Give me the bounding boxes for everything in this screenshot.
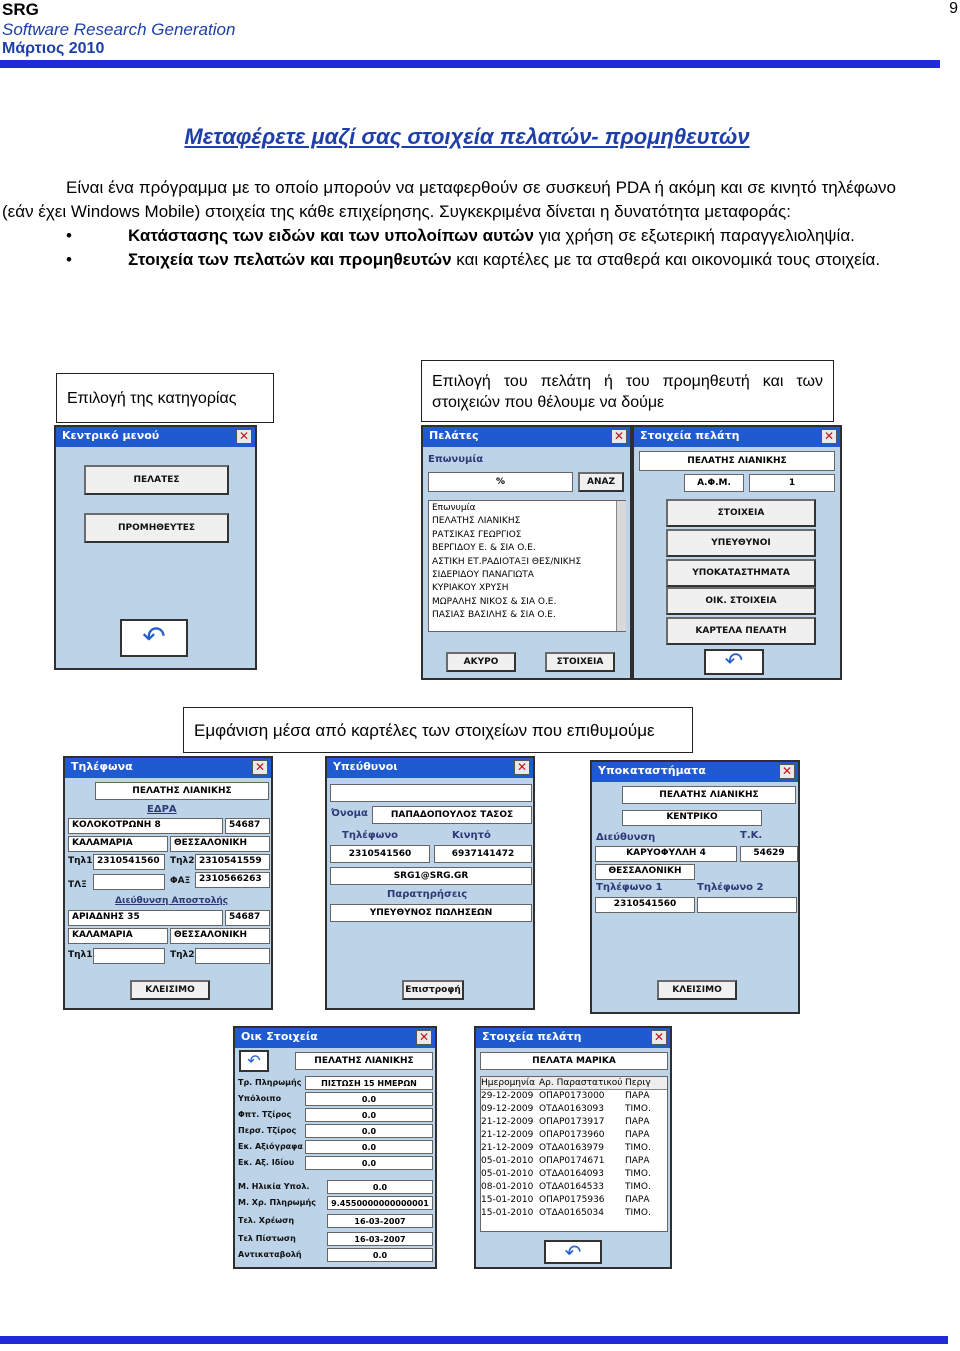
callout-cards: Εμφάνιση μέσα από καρτέλες των στοιχείων που επιθυμούμε: [183, 707, 693, 753]
intro-paragraph: Είναι ένα πρόγραμμα με το οποίο μπορούν να μεταφερθούν σε συσκευή PDA ή ακόμη και σε κινητό τηλέφωνο (εάν έχει Windows Mobile) στοιχεία της κάθε επιχείρησης. Συγκεκριμένα δίνεται η δυνατότητα μεταφοράς:: [2, 178, 896, 221]
branches-window: [590, 760, 800, 1014]
customers-button[interactable]: ΠΕΛΑΤΕΣ: [84, 465, 229, 495]
address-label: Διεύθυνση: [596, 832, 656, 843]
close-icon[interactable]: ✕: [821, 429, 837, 444]
window-title: Υποκαταστήματα: [598, 764, 706, 777]
afm-field: 1: [749, 474, 835, 492]
fax-label: ΦΑΞ: [170, 876, 191, 886]
last-year-turnover-field: 0.0: [305, 1124, 433, 1138]
cell-desc: ΤΙΜΟ.: [625, 1208, 651, 1218]
postcode-field: 54687: [225, 818, 270, 834]
close-icon[interactable]: ✕: [416, 1030, 432, 1045]
cell-doc: ΟΠΑΡ0173000: [539, 1091, 605, 1101]
address-field: ΚΟΛΟΚΟΤΡΩΝΗ 8: [68, 818, 223, 834]
tel1-field: 2310541560: [595, 897, 695, 913]
window-titlebar: [65, 758, 271, 778]
cell-date: 21-12-2009: [481, 1130, 534, 1140]
ship-tel2-label: Τηλ2: [170, 950, 195, 960]
cell-desc: ΠΑΡΑ: [625, 1195, 650, 1205]
avg-payment-label: Μ. Χρ. Πληρωμής: [238, 1198, 316, 1207]
turnover-label: Φπτ. Τζίρος: [238, 1110, 292, 1119]
cod-field: 0.0: [327, 1248, 433, 1262]
ship-tel2-field: [195, 948, 270, 964]
main-menu-window: [54, 425, 257, 670]
name-label: Επωνυμία: [428, 454, 484, 465]
search-input[interactable]: %: [428, 472, 573, 492]
close-button[interactable]: ΚΛΕΙΣΙΜΟ: [657, 980, 737, 1000]
back-icon[interactable]: ↶: [120, 619, 188, 657]
window-title: Τηλέφωνα: [71, 760, 133, 773]
window-titlebar: [235, 1028, 435, 1048]
tel1-field: 2310541560: [93, 854, 165, 870]
table-row[interactable]: [481, 1181, 667, 1194]
cell-desc: ΤΙΜΟ.: [625, 1182, 651, 1192]
bullet-item: • Στοιχεία των πελατών και προμηθευτών και καρτέλες με τα σταθερά και οικονομικά τους στοιχεία.: [66, 250, 881, 269]
cell-doc: ΟΤΔΑ0164533: [539, 1182, 604, 1192]
own-securities-label: Εκ. Αξ. Ιδίου: [238, 1158, 295, 1167]
table-row[interactable]: [481, 1116, 667, 1129]
payment-label: Τρ. Πληρωμής: [238, 1078, 302, 1087]
customer-details-window: [632, 425, 842, 680]
header-rule: [0, 60, 940, 68]
customer-name-field: ΠΕΛΑΤΑ ΜΑΡΙΚΑ: [480, 1052, 668, 1070]
callout-category: Επιλογή της κατηγορίας: [56, 373, 274, 423]
cell-date: 15-01-2010: [481, 1195, 534, 1205]
ledger-button[interactable]: ΚΑΡΤΕΛΑ ΠΕΛΑΤΗ: [666, 617, 816, 645]
bullet-bold-text: Κατάστασης των ειδών και των υπολοίπων αυτών: [128, 226, 534, 245]
cell-date: 05-01-2010: [481, 1169, 534, 1179]
customer-name-field: ΠΕΛΑΤΗΣ ΛΙΑΝΙΚΗΣ: [639, 451, 835, 471]
cell-doc: ΟΠΑΡ0175936: [539, 1195, 605, 1205]
cell-desc: ΤΙΜΟ.: [625, 1169, 651, 1179]
securities-label: Εκ. Αξιόγραφα: [238, 1142, 303, 1151]
cell-desc: ΠΑΡΑ: [625, 1117, 650, 1127]
cell-doc: ΟΤΔΑ0165034: [539, 1208, 604, 1218]
cell-doc: ΟΤΔΑ0163979: [539, 1143, 604, 1153]
bullet-text: για χρήση σε εξωτερική παραγγελιοληψία.: [533, 226, 855, 245]
cell-desc: ΤΙΜΟ.: [625, 1104, 651, 1114]
last-charge-field: 16-03-2007: [327, 1214, 433, 1228]
list-item[interactable]: ΑΣΤΙΚΗ ΕΤ.ΡΑΔΙΟΤΑΞΙ ΘΕΣ/ΝΙΚΗΣ: [432, 556, 582, 567]
close-icon[interactable]: ✕: [779, 764, 795, 779]
ship-address-field: ΑΡΙΑΔΝΗΣ 35: [68, 910, 223, 926]
list-item[interactable]: ΚΥΡΙΑΚΟΥ ΧΡΥΣΗ: [432, 583, 509, 594]
tel1-label: Τηλέφωνο 1: [596, 882, 663, 893]
cell-desc: ΠΑΡΑ: [625, 1130, 650, 1140]
list-item[interactable]: ΣΙΔΕΡΙΔΟΥ ΠΑΝΑΓΙΩΤΑ: [432, 570, 534, 581]
bullet-text: και καρτέλες με τα σταθερά και οικονομικά τους στοιχεία.: [451, 250, 881, 269]
seat-label: ΕΔΡΑ: [147, 804, 177, 815]
window-titlebar: [476, 1028, 670, 1048]
tel1-label: Τηλ1: [68, 856, 93, 866]
page-title: Μεταφέρετε μαζί σας στοιχεία πελατών- προμηθευτών: [184, 124, 750, 149]
company-name: SRG: [2, 0, 39, 19]
ledger-table: [480, 1076, 668, 1232]
ship-tel1-field: [93, 948, 165, 964]
footer-rule: [0, 1336, 948, 1344]
financial-button[interactable]: ΟΙΚ. ΣΤΟΙΧΕΙΑ: [666, 587, 816, 615]
table-row[interactable]: [481, 1103, 667, 1116]
last-credit-label: Τελ Πίστωση: [238, 1234, 296, 1243]
window-title: Στοιχεία πελάτη: [640, 429, 740, 442]
avg-age-label: Μ. Ηλικία Υπολ.: [238, 1182, 310, 1191]
cell-doc: ΟΠΑΡ0173917: [539, 1117, 605, 1127]
ship-tel1-label: Τηλ1: [68, 950, 93, 960]
list-item[interactable]: ΠΕΛΑΤΗΣ ΛΙΑΝΙΚΗΣ: [432, 516, 521, 527]
document-date: Μάρτιος 2010: [2, 40, 105, 57]
cell-date: 21-12-2009: [481, 1117, 534, 1127]
cell-desc: ΠΑΡΑ: [625, 1091, 650, 1101]
last-credit-field: 16-03-2007: [327, 1232, 433, 1246]
avg-payment-field: 9.4550000000000001: [327, 1196, 433, 1210]
window-title: Οικ Στοιχεία: [241, 1030, 318, 1043]
notes-label: Παρατηρήσεις: [387, 889, 468, 900]
page-number: 9: [949, 0, 958, 17]
cell-date: 15-01-2010: [481, 1208, 534, 1218]
return-button[interactable]: Επιστροφή: [402, 980, 464, 1000]
afm-label: Α.Φ.Μ.: [684, 474, 744, 492]
customer-list: [428, 500, 626, 632]
tel2-field: 2310541559: [195, 854, 270, 870]
list-item[interactable]: ΠΑΣΙΑΣ ΒΑΣΙΛΗΣ & ΣΙΑ Ο.Ε.: [432, 610, 556, 621]
contacts-window: [325, 756, 535, 1010]
window-titlebar: [634, 427, 840, 447]
callout-customer: Επιλογή του πελάτη ή του προμηθευτή και των στοιχειών που θέλουμε να δούμε: [421, 360, 834, 422]
mobile-field: 6937141472: [434, 845, 532, 863]
window-titlebar: [327, 758, 533, 778]
table-row[interactable]: [481, 1207, 667, 1220]
window-title: Στοιχεία πελάτη: [482, 1030, 582, 1043]
window-titlebar: [592, 762, 798, 782]
city-field: ΘΕΣΣΑΛΟΝΙΚΗ: [170, 836, 270, 852]
table-row[interactable]: [481, 1142, 667, 1155]
telex-label: ΤΛΞ: [68, 880, 87, 890]
cell-date: 29-12-2009: [481, 1091, 534, 1101]
branch-name-field: ΚΕΝΤΡΙΚΟ: [622, 810, 762, 826]
table-row[interactable]: [481, 1129, 667, 1142]
customers-window: [421, 425, 632, 680]
ship-city-field: ΘΕΣΣΑΛΟΝΙΚΗ: [170, 928, 270, 944]
avg-age-field: 0.0: [327, 1180, 433, 1194]
securities-field: 0.0: [305, 1140, 433, 1154]
turnover-field: 0.0: [305, 1108, 433, 1122]
ledger-window: [474, 1026, 672, 1269]
details-button[interactable]: ΣΤΟΙΧΕΙΑ: [666, 499, 816, 527]
intro-section: [2, 176, 896, 272]
cell-doc: ΟΠΑΡ0174671: [539, 1156, 605, 1166]
city-field: ΘΕΣΣΑΛΟΝΙΚΗ: [595, 864, 695, 880]
close-icon[interactable]: ✕: [611, 429, 627, 444]
details-button[interactable]: ΣΤΟΙΧΕΙΑ: [545, 652, 615, 672]
mobile-label: Κινητό: [452, 830, 491, 841]
ship-postcode-field: 54687: [225, 910, 270, 926]
close-icon[interactable]: ✕: [252, 760, 268, 775]
email-field: SRG1@SRG.GR: [330, 867, 532, 885]
cell-date: 21-12-2009: [481, 1143, 534, 1153]
bullet-item: • Κατάστασης των ειδών και των υπολοίπων αυτών για χρήση σε εξωτερική παραγγελιοληψία.: [66, 226, 855, 245]
back-icon[interactable]: ↶: [239, 1050, 269, 1072]
last-year-turnover-label: Περσ. Τζίρος: [238, 1126, 297, 1135]
suppliers-button[interactable]: ΠΡΟΜΗΘΕΥΤΕΣ: [84, 513, 229, 543]
window-title: Πελάτες: [429, 429, 479, 442]
customer-name-field: ΠΕΛΑΤΗΣ ΛΙΑΝΙΚΗΣ: [622, 786, 796, 804]
tel2-label: Τηλ2: [170, 856, 195, 866]
shipping-label: Διεύθυνση Αποστολής: [115, 896, 229, 906]
contacts-button[interactable]: ΥΠΕΥΘΥΝΟΙ: [666, 529, 816, 557]
column-header: Αρ. Παραστατικού: [539, 1078, 623, 1088]
balance-field: 0.0: [305, 1092, 433, 1106]
table-row[interactable]: [481, 1194, 667, 1207]
fax-field: 2310566263: [195, 872, 270, 888]
customer-name-field: ΠΕΛΑΤΗΣ ΛΙΑΝΙΚΗΣ: [95, 782, 269, 800]
cell-doc: ΟΤΔΑ0164093: [539, 1169, 604, 1179]
close-icon[interactable]: ✕: [236, 429, 252, 444]
cell-desc: ΤΙΜΟ.: [625, 1143, 651, 1153]
own-securities-field: 0.0: [305, 1156, 433, 1170]
area-field: ΚΑΛΑΜΑΡΙΑ: [68, 836, 168, 852]
name-label: Όνομα: [331, 808, 368, 819]
tel2-label: Τηλέφωνο 2: [697, 882, 764, 893]
table-row[interactable]: [481, 1168, 667, 1181]
window-title: Κεντρικό μενού: [62, 429, 160, 442]
cod-label: Αντικαταβολή: [238, 1250, 302, 1259]
cell-desc: ΠΑΡΑ: [625, 1156, 650, 1166]
balance-label: Υπόλοιπο: [238, 1094, 282, 1103]
telex-field: [93, 874, 165, 890]
tk-field: 54629: [740, 846, 798, 862]
column-header: Ημερομηνία: [481, 1078, 536, 1088]
cancel-button[interactable]: ΑΚΥΡΟ: [446, 652, 516, 672]
search-button[interactable]: ΑΝΑΖ: [578, 472, 624, 492]
address-field: ΚΑΡΥΟΦΥΛΛΗ 4: [595, 846, 737, 862]
list-item[interactable]: ΡΑΤΣΙΚΑΣ ΓΕΩΡΓΙΟΣ: [432, 529, 522, 540]
close-button[interactable]: ΚΛΕΙΣΙΜΟ: [130, 980, 210, 1000]
table-row[interactable]: [481, 1090, 667, 1103]
notes-field: ΥΠΕΥΘΥΝΟΣ ΠΩΛΗΣΕΩΝ: [330, 904, 532, 922]
last-charge-label: Τελ. Χρέωση: [238, 1216, 295, 1225]
tk-label: Τ.Κ.: [740, 830, 763, 841]
list-header: Επωνυμία: [432, 503, 476, 513]
phone-label: Τηλέφωνο: [342, 830, 399, 841]
back-icon[interactable]: ↶: [704, 649, 764, 675]
name-field: ΠΑΠΑΔΟΠΟΥΛΟΣ ΤΑΣΟΣ: [372, 806, 532, 824]
list-item[interactable]: ΒΕΡΓΙΔΟΥ Ε. & ΣΙΑ Ο.Ε.: [432, 543, 536, 554]
financial-window: [233, 1026, 437, 1269]
phones-window: [63, 756, 273, 1010]
list-scrollbar[interactable]: [616, 501, 626, 631]
cell-doc: ΟΤΔΑ0163093: [539, 1104, 604, 1114]
table-header-row: [481, 1077, 667, 1090]
cell-date: 09-12-2009: [481, 1104, 534, 1114]
table-row[interactable]: [481, 1155, 667, 1168]
cell-date: 08-01-2010: [481, 1182, 534, 1192]
close-icon[interactable]: ✕: [514, 760, 530, 775]
tel2-field: [697, 897, 797, 913]
payment-field: ΠΙΣΤΩΣΗ 15 ΗΜΕΡΩΝ: [305, 1076, 433, 1090]
phone-field: 2310541560: [330, 845, 430, 863]
customer-name-field: ΠΕΛΑΤΗΣ ΛΙΑΝΙΚΗΣ: [295, 1052, 433, 1070]
branches-button[interactable]: ΥΠΟΚΑΤΑΣΤΗΜΑΤΑ: [666, 559, 816, 587]
back-icon[interactable]: ↶: [544, 1240, 602, 1264]
window-titlebar: [56, 427, 255, 447]
column-header: Περιγ: [625, 1078, 651, 1088]
list-item[interactable]: ΜΩΡΑΛΗΣ ΝΙΚΟΣ & ΣΙΑ Ο.Ε.: [432, 596, 557, 607]
company-subtitle: Software Research Generation: [2, 20, 236, 39]
cell-doc: ΟΠΑΡ0173960: [539, 1130, 605, 1140]
blank-field: [330, 784, 532, 802]
bullet-bold-text: Στοιχεία των πελατών και προμηθευτών: [128, 250, 452, 269]
cell-date: 05-01-2010: [481, 1156, 534, 1166]
window-title: Υπεύθυνοι: [333, 760, 398, 773]
close-icon[interactable]: ✕: [651, 1030, 667, 1045]
ship-area-field: ΚΑΛΑΜΑΡΙΑ: [68, 928, 168, 944]
window-titlebar: [423, 427, 630, 447]
